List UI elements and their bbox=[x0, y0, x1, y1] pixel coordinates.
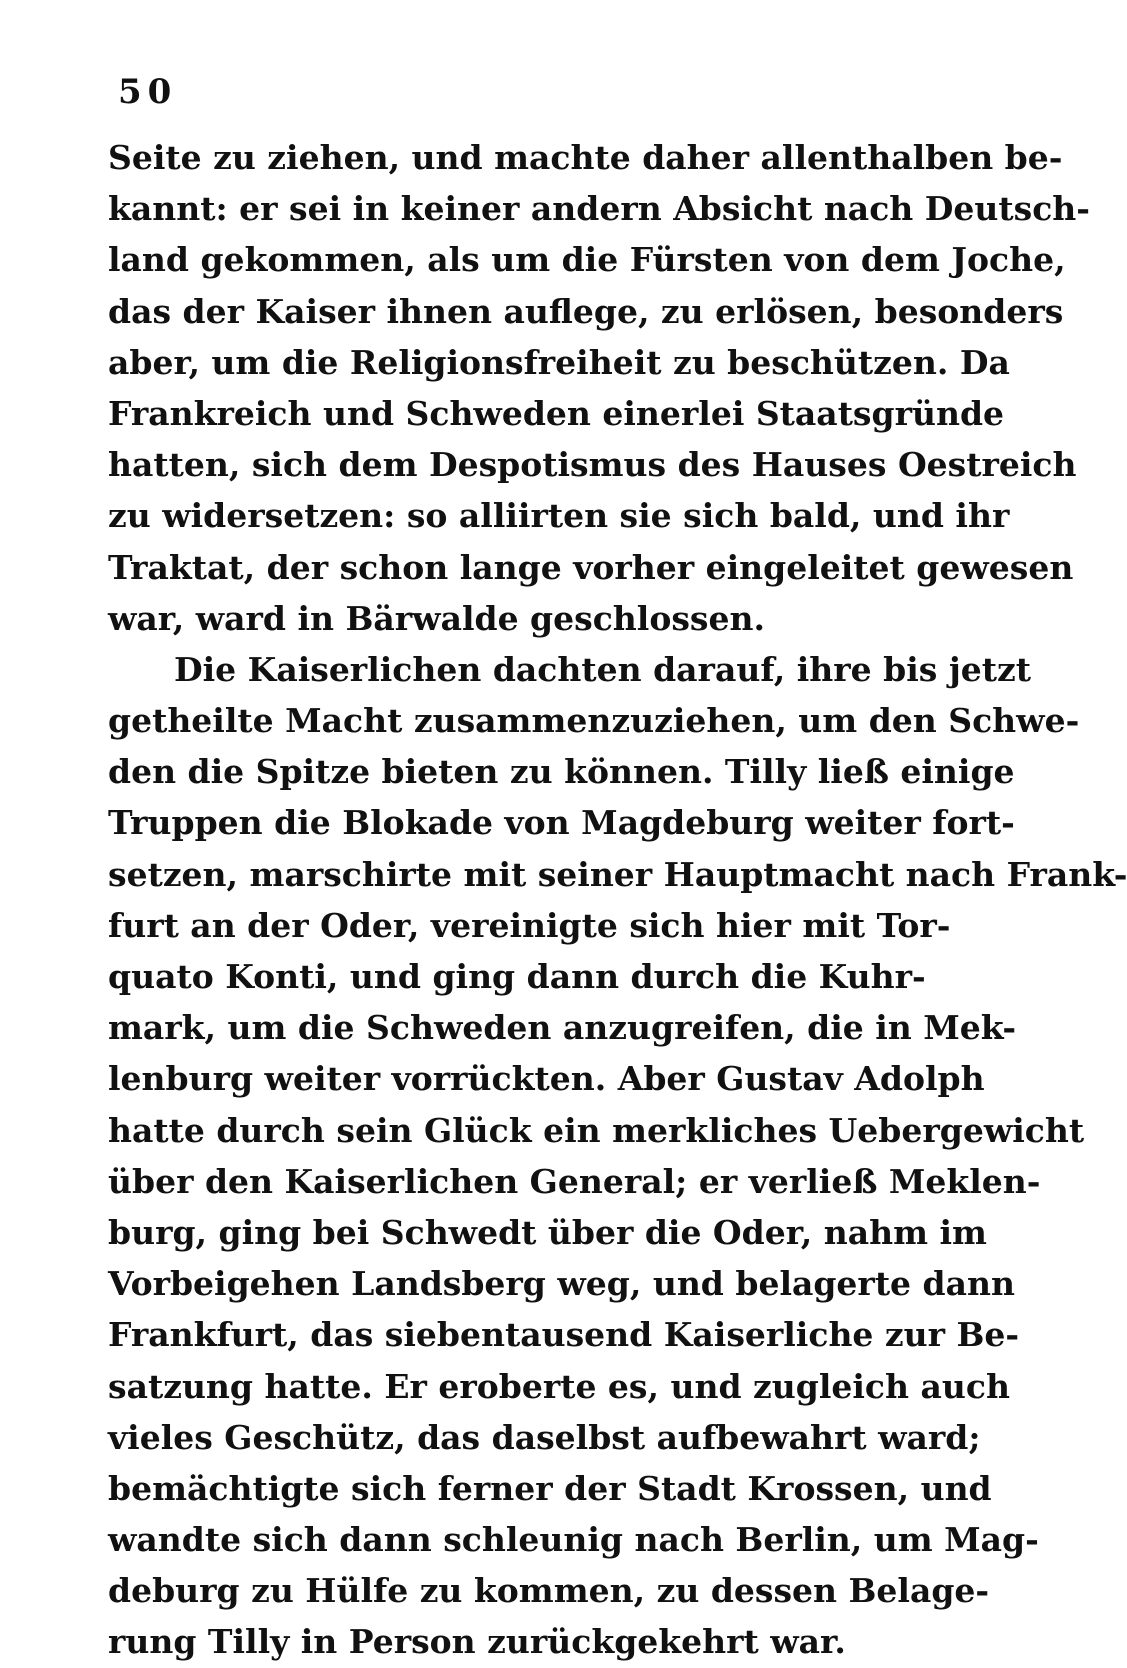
text-line: Traktat, der schon lange vorher eingeleitet gewesen bbox=[108, 547, 1074, 587]
text-line: Frankreich und Schweden einerlei Staatsgründe bbox=[108, 393, 1005, 433]
text-line: vieles Geschütz, das daselbst aufbewahrt ward; bbox=[108, 1417, 981, 1457]
text-line: zu widersetzen: so alliirten sie sich bald, und ihr bbox=[108, 496, 1010, 536]
text-line: Seite zu ziehen, und machte daher allenthalben be- bbox=[108, 138, 1063, 177]
text-line: hatte durch sein Glück ein merkliches Uebergewicht bbox=[108, 1110, 1085, 1150]
text-line: über den Kaiserlichen General; er verließ Meklen- bbox=[108, 1161, 1041, 1201]
text-line: den die Spitze bieten zu können. Tilly ließ einige bbox=[108, 752, 1015, 792]
text-line: wandte sich dann schleunig nach Berlin, um Mag- bbox=[108, 1520, 1039, 1560]
text-line: Vorbeigehen Landsberg weg, und belagerte dann bbox=[108, 1264, 1015, 1304]
text-line: land gekommen, als um die Fürsten von dem Joche, bbox=[108, 240, 1066, 280]
text-line: kannt: er sei in keiner andern Absicht nach Deutsch- bbox=[108, 189, 1090, 229]
text-line: Frankfurt, das siebentausend Kaiserliche zur Be- bbox=[108, 1315, 1020, 1355]
text-line: burg, ging bei Schwedt über die Oder, nahm im bbox=[108, 1212, 987, 1252]
text-line: furt an der Oder, vereinigte sich hier mit Tor- bbox=[108, 905, 951, 945]
paragraph-2 bbox=[108, 644, 1127, 1668]
text-line: lenburg weiter vorrückten. Aber Gustav Adolph bbox=[108, 1059, 985, 1099]
text-line: mark, um die Schweden anzugreifen, die in Mek- bbox=[108, 1008, 1017, 1048]
text-line: satzung hatte. Er eroberte es, und zugleich auch bbox=[108, 1366, 1010, 1406]
text-line: deburg zu Hülfe zu kommen, zu dessen Belage- bbox=[108, 1571, 990, 1611]
text-line: setzen, marschirte mit seiner Hauptmacht nach Frank- bbox=[108, 854, 1127, 894]
text-line: Die Kaiserlichen dachten darauf, ihre bis jetzt bbox=[174, 649, 1032, 689]
text-line: Truppen die Blokade von Magdeburg weiter fort- bbox=[108, 803, 1015, 843]
body-text bbox=[108, 132, 1127, 1668]
text-line: das der Kaiser ihnen auflege, zu erlösen, besonders bbox=[108, 291, 1064, 331]
paragraph-1 bbox=[108, 132, 1090, 644]
text-line: quato Konti, und ging dann durch die Kuhr- bbox=[108, 957, 926, 996]
text-line: war, ward in Bärwalde geschlossen. bbox=[108, 598, 765, 638]
text-line: getheilte Macht zusammenzuziehen, um den Schwe- bbox=[108, 701, 1080, 741]
text-line: bemächtigte sich ferner der Stadt Krossen, und bbox=[108, 1468, 992, 1508]
text-line: aber, um die Religionsfreiheit zu beschützen. Da bbox=[108, 342, 1010, 382]
page-number: 50 bbox=[118, 72, 178, 112]
text-line: rung Tilly in Person zurückgekehrt war. bbox=[108, 1622, 846, 1662]
text-line: hatten, sich dem Despotismus des Hauses Oestreich bbox=[108, 445, 1077, 485]
